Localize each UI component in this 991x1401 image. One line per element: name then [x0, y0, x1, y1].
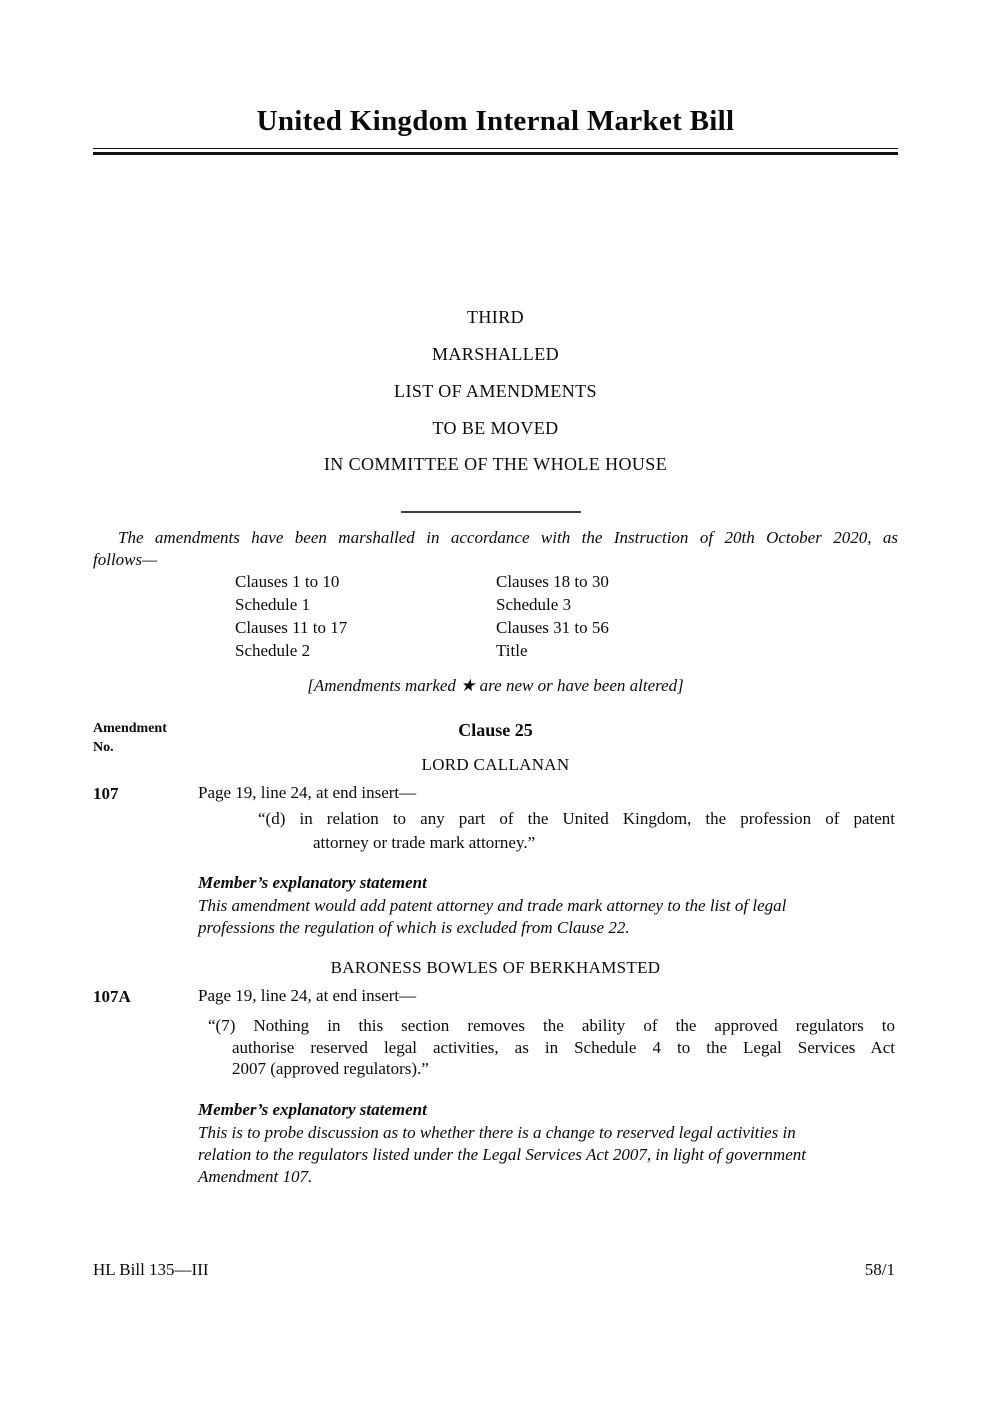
order-item: Schedule 1: [235, 595, 311, 614]
doc-heading-marshalled: MARSHALLED: [431, 344, 559, 364]
amendment-label-line1: Amendment: [93, 721, 167, 736]
amendment-107A-insert-line2: authorise reserved legal activities, as in Schedule 4 to the Legal Services Act: [232, 1038, 895, 1057]
amendment-107-instruction: Page 19, line 24, at end insert—: [198, 783, 417, 802]
marshalling-order-column1: [235, 570, 347, 662]
star-legend-note: [Amendments marked ★ are new or have been altered]: [307, 676, 684, 695]
order-item: Schedule 3: [496, 595, 572, 614]
order-item: Clauses 31 to 56: [496, 618, 609, 637]
mover-name-lord-callanan: LORD CALLANAN: [421, 755, 570, 774]
doc-heading-committee: IN COMMITTEE OF THE WHOLE HOUSE: [323, 454, 668, 474]
amendment-107A-insert-line3: 2007 (approved regulators).”: [232, 1059, 429, 1078]
explanatory-statement-107A-line3: Amendment 107.: [198, 1167, 313, 1186]
amendment-107-insert-line2: attorney or trade mark attorney.”: [313, 833, 536, 852]
doc-heading-to-be-moved: TO BE MOVED: [432, 418, 559, 438]
footer-page-code: 58/1: [864, 1260, 895, 1279]
explanatory-statement-107-line1: This amendment would add patent attorney and trade mark attorney to the list of legal: [198, 896, 787, 915]
insert-text: Nothing in this section removes the ability of the approved regulators to: [253, 1016, 896, 1035]
footer-bill-reference: HL Bill 135—III: [93, 1260, 209, 1279]
order-item: Clauses 1 to 10: [235, 572, 340, 591]
title-rule-thin: [93, 148, 898, 149]
explanatory-statement-heading-107: Member’s explanatory statement: [198, 873, 427, 892]
order-item: Clauses 11 to 17: [235, 618, 348, 637]
order-item: Title: [496, 641, 528, 660]
mover-name-baroness-bowles: BARONESS BOWLES OF BERKHAMSTED: [330, 958, 661, 977]
explanatory-statement-107-line2: professions the regulation of which is excluded from Clause 22.: [198, 918, 630, 937]
section-divider-rule: [401, 511, 581, 513]
amendment-label-line2: No.: [93, 740, 114, 755]
explanatory-statement-107A-line1: This is to probe discussion as to whether there is a change to reserved legal activities in: [198, 1123, 796, 1142]
title-rule-thick: [93, 152, 898, 155]
amendment-107A-insert-line1: [208, 1015, 895, 1036]
order-item: Schedule 2: [235, 641, 311, 660]
amendment-number-107: 107: [93, 784, 119, 803]
explanatory-statement-107A-line2: relation to the regulators listed under the Legal Services Act 2007, in light of government: [198, 1145, 806, 1164]
insert-text: in relation to any part of the United Kingdom, the profession of patent: [299, 809, 895, 828]
bill-title: United Kingdom Internal Market Bill: [256, 105, 735, 137]
amendment-107-insert-line1: [258, 808, 895, 829]
order-item: Clauses 18 to 30: [496, 572, 609, 591]
marshalling-order-column2: [496, 570, 609, 662]
insert-paragraph-label: “(7): [208, 1016, 236, 1035]
doc-heading-list-of-amendments: LIST OF AMENDMENTS: [394, 381, 597, 401]
marshalling-note-line2: follows—: [93, 550, 158, 569]
amendment-number-107A: 107A: [93, 987, 131, 1006]
explanatory-statement-heading-107A: Member’s explanatory statement: [198, 1100, 427, 1119]
insert-paragraph-label: “(d): [258, 809, 286, 828]
amendment-107A-instruction: Page 19, line 24, at end insert—: [198, 986, 417, 1005]
marshalling-note-line1: The amendments have been marshalled in accordance with the Instruction of 20th October 2020, as: [118, 528, 898, 547]
doc-heading-third: THIRD: [467, 307, 524, 327]
clause-heading: Clause 25: [458, 720, 533, 740]
